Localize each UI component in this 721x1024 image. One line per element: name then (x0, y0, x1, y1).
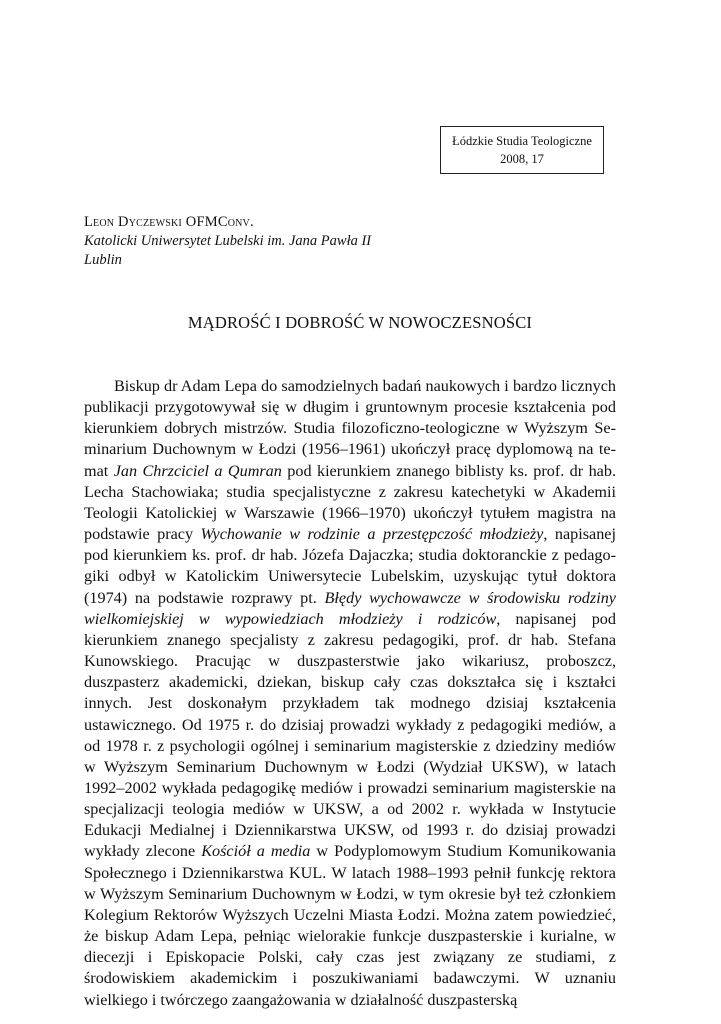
body-text (84, 376, 616, 1011)
cited-title: Błędy wychowawcze w środowisku rodziny wielkomiejskiej w wypowiedziach młodzieży i rodziców (84, 588, 616, 628)
author-name: Leon Dyczewski OFMConv. (84, 214, 254, 230)
cited-title: Kościół a media (201, 842, 311, 861)
author-affiliation: Katolicki Uniwersytet Lubelski im. Jana Pawła II (84, 233, 372, 249)
body-paragraph (84, 376, 616, 1011)
text-run: w Podyplomowym Studium Komunikowania Społecznego i Dziennikarstwa KUL. W latach 1988–1993 pełnił funkcję rektora w Wyższym Seminarium Duchownym w Łodzi, w tym okresie był też członkiem Kolegium Rektorów Wyższych Uczelni Miasta Łodzi. Można zatem powiedzieć, że biskup Adam Lepa, pełniąc wielorakie funkcje duszpasterskie i kurialne, w diecezji i Episkopacie Polski, cały czas jest związany ze studiami, z środowiskiem akademickim i poszukiwaniami badawczymi. W uznaniu wielkiego i twórczego zaangażowania w działalność duszpasterską (84, 842, 616, 1009)
text-run: , napisanej pod kierunkiem znanego specjalisty z zakresu pedagogiki, prof. dr hab. Stefana Kunowskiego. Pracując w duszpasterstwie jako wikariusz, proboszcz, duszpasterz akademicki, dziekan, biskup cały czas dokształca się i kształci innych. Jest doskonałym przykładem tak modnego dzisiaj kształcenia ustawicznego. Od 1975 r. do dzisiaj prowadzi wykłady z pedagogiki mediów, a od 1978 r. z psychologii ogólnej i seminarium magisterskie z dziedziny mediów w Wyższym Seminarium Duchownym w Łodzi (Wydział UKSW), w latach 1992–2002 wykłada pedagogikę mediów i prowadzi seminarium magisterskie na specjalizacji teologia mediów w UKSW, a od 2002 r. wykłada w Instytucie Edukacji Medialnej i Dziennikarstwa UKSW, od 1993 r. do dzisiaj prowadzi wykłady zlecone (84, 609, 616, 861)
author-city: Lublin (84, 252, 122, 268)
journal-citation-box (440, 126, 604, 174)
cited-title: Wychowanie w rodzinie a przestępczość młodzieży (200, 525, 544, 544)
journal-name: Łódzkie Studia Teologiczne (452, 134, 592, 148)
cited-title: Jan Chrzciciel a Qumran (113, 461, 282, 480)
journal-year-volume: 2008, 17 (500, 152, 544, 166)
article-title: MĄDROŚĆ I DOBROŚĆ W NOWOCZESNOŚCI (187, 313, 533, 332)
text-run: Biskup dr Adam Lepa do samodzielnych badań naukowych i bardzo licznych publikacji przygotowywał się w długim i gruntownym procesie kształcenia pod kierunkiem dobrych mistrzów. Studia filozoficzno-teologiczne w Wyższym Seminarium Duchownym w Łodzi (1956–1961) ukończył pracę dyplomową na temat (84, 377, 616, 480)
text-run: pod kierunkiem znanego biblisty ks. prof. dr hab. Lecha Stachowiaka; studia specjalistyczne z zakresu katechetyki w Akademii Teologii Katolickiej w Warszawie (1966–1970) ukończył tytułem magistra na podstawie pracy (84, 461, 616, 544)
text-run: , napisanej pod kierunkiem ks. prof. dr hab. Józefa Dajaczka; studia doktoranckie z pedagogiki odbył w Katolickim Uniwersytecie Lubelskim, uzyskując tytuł doktora (1974) na podstawie rozprawy pt. (84, 525, 616, 607)
author-block (84, 213, 371, 270)
